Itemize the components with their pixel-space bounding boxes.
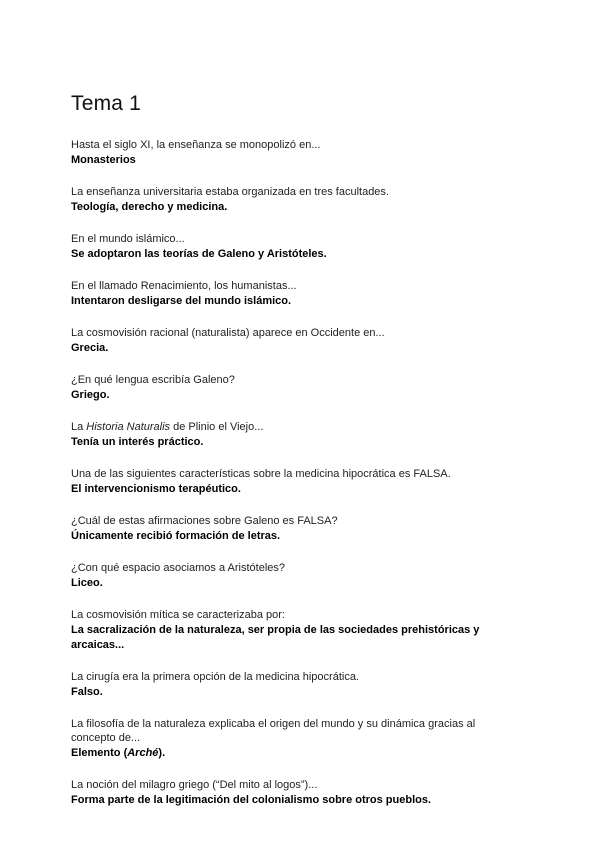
question-text: La cosmovisión mítica se caracterizaba por: [71,609,285,621]
answer-text: La sacralización de la naturaleza, ser propia de las sociedades prehistóricas y arcaicas... [71,624,480,651]
answer-text: Únicamente recibió formación de letras. [71,530,281,542]
question-text: En el llamado Renacimiento, los humanistas... [71,280,297,292]
question-text: ¿En qué lengua escribía Galeno? [71,374,235,386]
question-text: ¿Cuál de estas afirmaciones sobre Galeno es FALSA? [71,515,338,527]
qa-item [71,420,540,450]
answer-term: Arché [127,747,159,759]
qa-item [71,514,540,544]
qa-item [71,561,540,591]
qa-item [71,608,540,653]
qa-item [71,185,540,215]
qa-item [71,467,540,497]
qa-item [71,138,540,168]
qa-item [71,670,540,700]
qa-item [71,279,540,309]
answer-text: El intervencionismo terapéutico. [71,483,241,495]
answer-text: Liceo. [71,577,103,589]
question-text: Hasta el siglo XI, la enseñanza se monopolizó en... [71,139,321,151]
answer-text: Se adoptaron las teorías de Galeno y Aristóteles. [71,248,327,260]
answer-prefix: Elemento ( [71,747,128,759]
question-prefix: La [71,421,87,433]
answer-suffix: ). [158,747,166,759]
question-text: Una de las siguientes características sobre la medicina hipocrática es FALSA. [71,468,451,480]
question-text: La filosofía de la naturaleza explicaba el origen del mundo y su dinámica gracias al concepto de... [71,718,476,744]
question-text: En el mundo islámico... [71,233,185,245]
answer-text: Monasterios [71,154,136,166]
question-text [71,420,540,434]
question-text: ¿Con qué espacio asociamos a Aristóteles? [71,562,286,574]
qa-item [71,717,540,761]
answer-text: Tenía un interés práctico. [71,436,204,448]
answer-text: Griego. [71,389,110,401]
page-title: Tema 1 [71,92,142,115]
answer-text: Intentaron desligarse del mundo islámico. [71,295,292,307]
question-text: La enseñanza universitaria estaba organizada en tres facultades. [71,186,389,198]
question-suffix: de Plinio el Viejo... [170,421,264,433]
answer-text [71,746,540,761]
answer-text: Forma parte de la legitimación del colonialismo sobre otros pueblos. [71,794,432,806]
book-title: Historia Naturalis [86,421,171,433]
answer-text: Grecia. [71,342,109,354]
qa-item [71,778,540,808]
qa-item [71,373,540,403]
question-text: La noción del milagro griego (“Del mito al logos”)... [71,779,318,791]
question-text: La cirugía era la primera opción de la medicina hipocrática. [71,671,359,683]
qa-item [71,232,540,262]
qa-item [71,326,540,356]
question-text: La cosmovisión racional (naturalista) aparece en Occidente en... [71,327,385,339]
answer-text: Teología, derecho y medicina. [71,201,228,213]
answer-text: Falso. [71,686,103,698]
